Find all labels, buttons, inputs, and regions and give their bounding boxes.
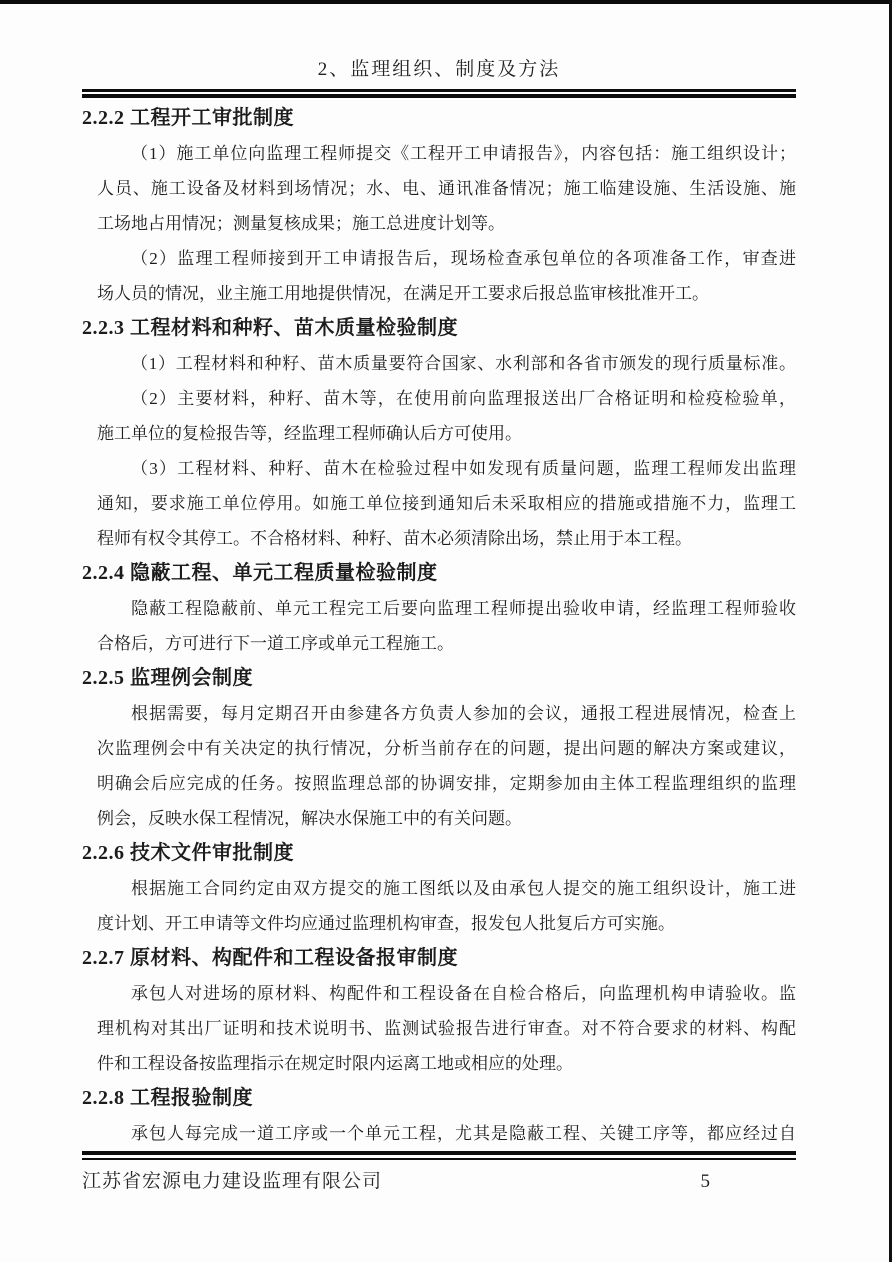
section-heading: 2.2.6 技术文件审批制度	[82, 842, 294, 864]
body-line: 施工单位的复检报告等，经监理工程师确认后方可使用。	[97, 424, 522, 443]
body-line: （2）监理工程师接到开工申请报告后，现场检查承包单位的各项准备工作，审查进	[131, 249, 796, 268]
section-heading: 2.2.5 监理例会制度	[82, 667, 253, 689]
body-line: 根据需要，每月定期召开由参建各方负责人参加的会议，通报工程进展情况，检查上	[131, 704, 796, 723]
section-heading: 2.2.7 原材料、构配件和工程设备报审制度	[82, 947, 458, 969]
footer-double-rule	[82, 1151, 796, 1160]
page-footer	[82, 1168, 796, 1195]
body-line: 场人员的情况，业主施工用地提供情况，在满足开工要求后报总监审核批准开工。	[97, 284, 709, 303]
body-line: （3）工程材料、种籽、苗木在检验过程中如发现有质量问题，监理工程师发出监理	[131, 459, 796, 478]
section-heading: 2.2.4 隐蔽工程、单元工程质量检验制度	[82, 562, 438, 584]
section-heading: 2.2.8 工程报验制度	[82, 1087, 253, 1109]
footer-page-number: 5	[700, 1171, 710, 1192]
section-heading: 2.2.2 工程开工审批制度	[82, 107, 294, 129]
body-line: 承包人对进场的原材料、构配件和工程设备在自检合格后，向监理机构申请验收。监	[131, 984, 796, 1003]
document-body	[82, 98, 796, 1151]
body-line: 合格后，方可进行下一道工序或单元工程施工。	[97, 634, 454, 653]
section-heading: 2.2.3 工程材料和种籽、苗木质量检验制度	[82, 317, 458, 339]
body-line: 件和工程设备按监理指示在规定时限内运离工地或相应的处理。	[97, 1054, 573, 1073]
body-line: 隐蔽工程隐蔽前、单元工程完工后要向监理工程师提出验收申请，经监理工程师验收	[131, 599, 796, 618]
body-line: 根据施工合同约定由双方提交的施工图纸以及由承包人提交的施工组织设计，施工进	[131, 879, 796, 898]
body-line: 程师有权令其停工。不合格材料、种籽、苗木必须清除出场，禁止用于本工程。	[97, 529, 692, 548]
body-line: 工场地占用情况；测量复核成果；施工总进度计划等。	[97, 214, 505, 233]
body-line: 度计划、开工申请等文件均应通过监理机构审查，报发包人批复后方可实施。	[97, 914, 675, 933]
page-header-title: 2、监理组织、制度及方法	[317, 59, 561, 80]
body-line: 明确会后应完成的任务。按照监理总部的协调安排，定期参加由主体工程监理组织的监理	[97, 774, 796, 793]
body-line: （1）工程材料和种籽、苗木质量要符合国家、水利部和各省市颁发的现行质量标准。	[131, 354, 796, 373]
body-line: 次监理例会中有关决定的执行情况，分析当前存在的问题，提出问题的解决方案或建议，	[97, 739, 796, 758]
body-line: 例会，反映水保工程情况，解决水保施工中的有关问题。	[97, 809, 522, 828]
body-line: 理机构对其出厂证明和技术说明书、监测试验报告进行审查。对不符合要求的材料、构配	[97, 1019, 796, 1038]
header-double-rule	[82, 89, 796, 98]
footer-company-name: 江苏省宏源电力建设监理有限公司	[82, 1171, 383, 1192]
body-line: （1）施工单位向监理工程师提交《工程开工申请报告》，内容包括：施工组织设计；	[131, 144, 796, 163]
body-line: （2）主要材料，种籽、苗木等，在使用前向监理报送出厂合格证明和检疫检验单，	[131, 389, 796, 408]
document-content-column	[82, 0, 796, 1195]
body-line: 通知，要求施工单位停用。如施工单位接到通知后未采取相应的措施或措施不力，监理工	[97, 494, 796, 513]
body-line: 承包人每完成一道工序或一个单元工程，尤其是隐蔽工程、关键工序等，都应经过自	[131, 1124, 796, 1143]
body-line: 人员、施工设备及材料到场情况；水、电、通讯准备情况；施工临建设施、生活设施、施	[97, 179, 796, 198]
